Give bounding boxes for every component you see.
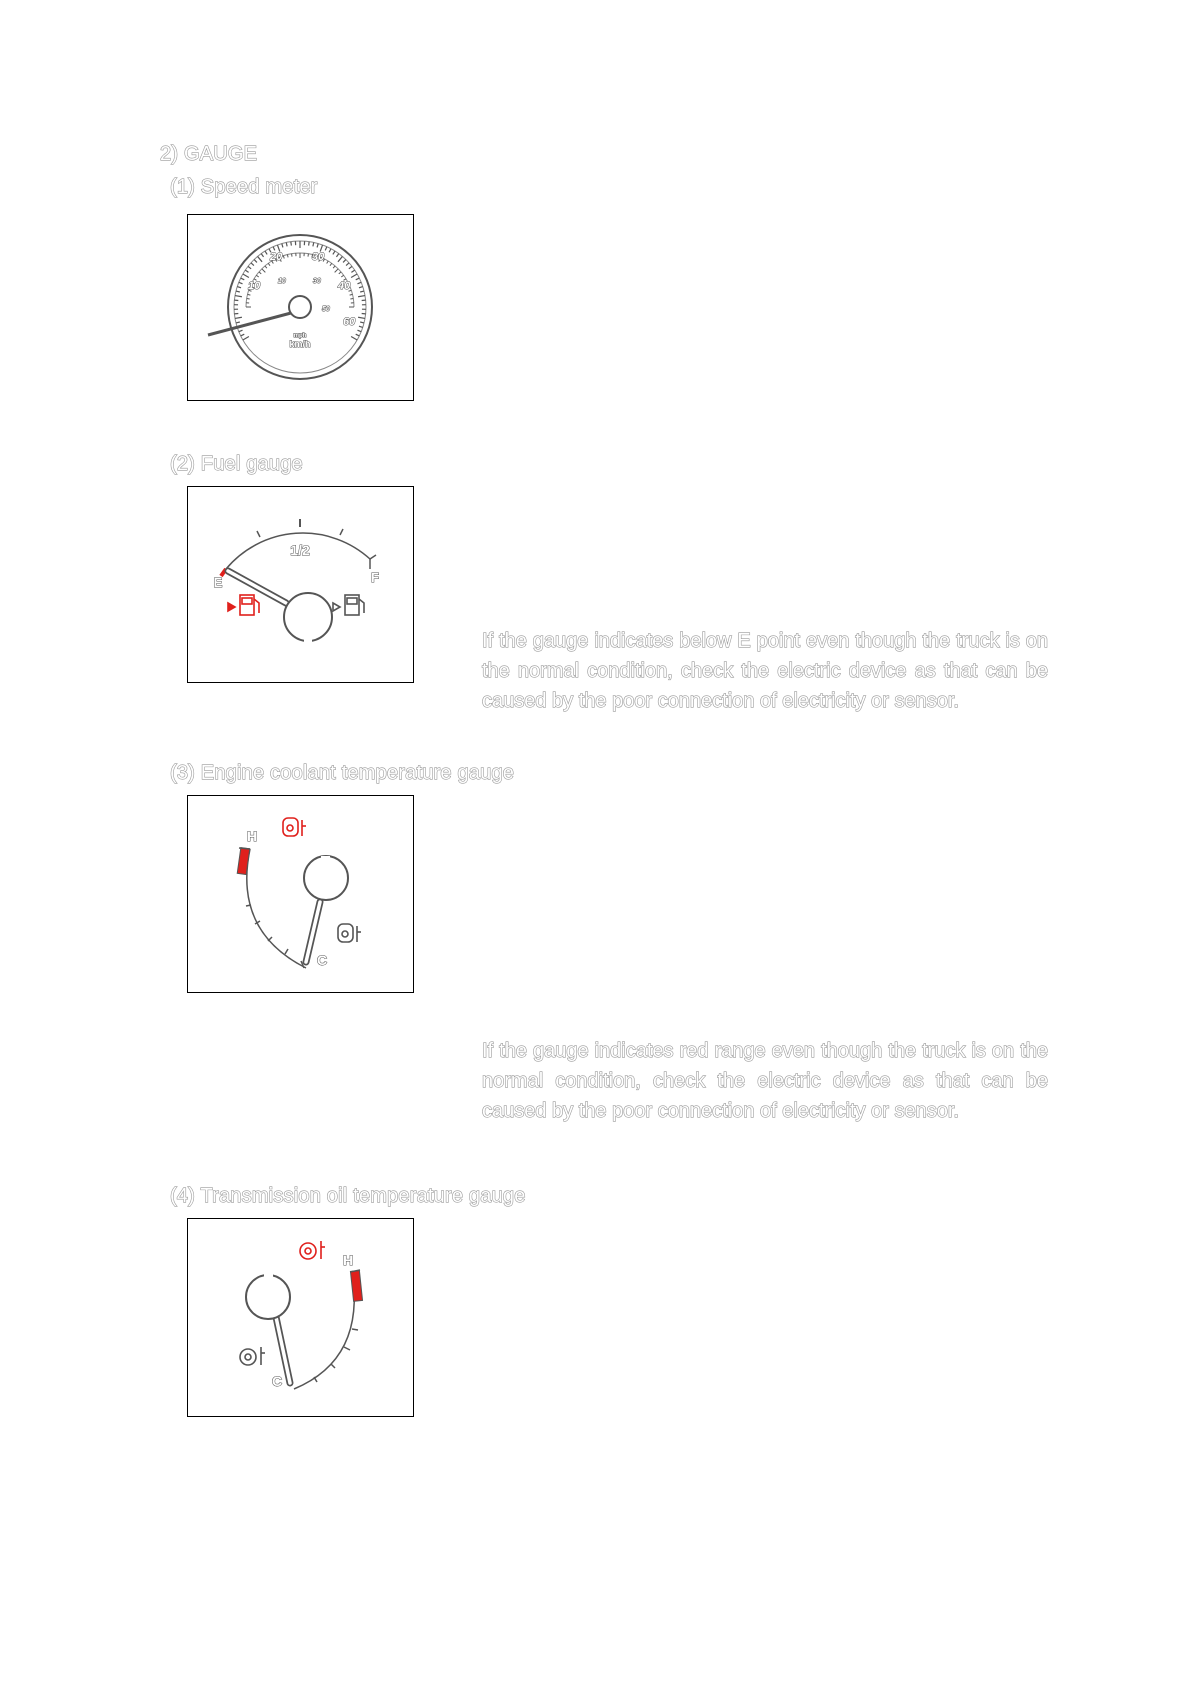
outer-tick <box>282 244 283 248</box>
outer-tick <box>309 242 310 246</box>
inner-tick <box>265 266 267 268</box>
outer-tick <box>360 322 364 323</box>
outer-tick <box>358 296 365 297</box>
outer-tick <box>356 278 360 280</box>
outer-tick <box>237 287 241 288</box>
outer-tick <box>329 249 331 253</box>
outer-tick <box>325 247 327 251</box>
unit-mph: mph <box>293 333 307 339</box>
inner-tick <box>333 266 335 268</box>
outer-label-20: 20 <box>270 251 283 263</box>
speedometer-figure <box>187 214 414 401</box>
outer-tick <box>235 296 242 297</box>
fuel-full-label: F <box>371 570 379 585</box>
speedometer-heading: (1) Speed meter <box>170 176 318 198</box>
fuel-gauge-note: If the gauge indicates below E point even though the truck is on the normal condition, check the electric device as that can be caused by the poor connection of electricity or sensor. <box>482 630 1048 712</box>
outer-tick <box>338 256 342 261</box>
outer-label-40: 40 <box>338 280 351 292</box>
outer-tick <box>273 247 275 251</box>
inner-tick <box>287 254 288 257</box>
outer-tick <box>351 274 357 278</box>
outer-tick <box>241 278 245 280</box>
inner-tick <box>259 272 261 274</box>
transmission-hot-label: H <box>342 1252 354 1268</box>
outer-tick <box>349 266 352 268</box>
outer-tick <box>265 251 267 254</box>
inner-tick <box>283 256 284 259</box>
coolant-gauge-heading: (3) Engine coolant temperature gauge <box>170 762 515 784</box>
outer-tick <box>351 337 357 341</box>
outer-tick <box>235 317 242 318</box>
speedometer-dial <box>188 215 413 400</box>
outer-tick <box>245 270 248 272</box>
outer-tick <box>254 260 257 263</box>
coolant-gauge-dial <box>188 796 413 992</box>
fuel-gauge-heading: (2) Fuel gauge <box>170 453 303 475</box>
coolant-gauge-figure <box>187 795 414 993</box>
outer-tick <box>286 242 287 246</box>
outer-tick <box>243 337 249 341</box>
outer-tick <box>261 254 263 257</box>
fuel-empty-label: E <box>213 575 223 590</box>
inner-tick <box>327 261 329 264</box>
outer-tick <box>357 282 361 283</box>
coolant-hot-label: H <box>246 828 258 844</box>
outer-tick <box>258 256 262 261</box>
outer-tick <box>236 291 240 292</box>
outer-tick <box>357 330 361 331</box>
transmission-gauge-heading: (4) Transmission oil temperature gauge <box>170 1185 526 1207</box>
inner-label-50: 50 <box>322 306 330 313</box>
outer-tick <box>291 242 292 246</box>
transmission-cold-label: C <box>271 1373 283 1389</box>
fuel-gauge-dial <box>188 487 413 682</box>
transmission-temperature-icon <box>240 1347 265 1365</box>
coolant-warning-icon <box>283 818 306 836</box>
outer-tick <box>346 263 349 266</box>
inner-tick <box>256 275 258 277</box>
outer-tick <box>236 322 240 323</box>
inner-tick <box>341 275 343 277</box>
coolant-temperature-icon <box>338 924 361 942</box>
inner-tick <box>262 269 266 273</box>
outer-tick <box>313 242 314 246</box>
inner-label-30: 30 <box>313 278 321 285</box>
outer-tick <box>248 266 251 268</box>
outer-tick <box>243 274 249 278</box>
outer-tick <box>336 254 338 257</box>
outer-tick <box>241 334 245 336</box>
outer-tick <box>333 251 335 254</box>
fuel-gauge-figure <box>187 486 414 683</box>
inner-tick <box>247 294 250 295</box>
inner-tick <box>268 263 270 265</box>
outer-tick <box>351 270 354 272</box>
inner-label-10: 10 <box>278 278 286 285</box>
inner-tick <box>330 263 332 265</box>
outer-tick <box>360 291 364 292</box>
section-title: 2) GAUGE <box>160 143 258 165</box>
outer-label-10: 10 <box>248 280 261 292</box>
unit-kmh: km/h <box>289 339 311 349</box>
outer-label-30: 30 <box>312 251 325 263</box>
fuel-half-label: 1/2 <box>290 542 310 558</box>
transmission-warning-icon <box>300 1241 325 1259</box>
outer-label-60: 60 <box>343 316 356 328</box>
outer-tick <box>358 317 365 318</box>
coolant-cold-label: C <box>316 952 328 968</box>
outer-tick <box>356 334 360 336</box>
coolant-gauge-note: If the gauge indicates red range even though the truck is on the normal condition, check the electric device as that can be caused by the poor connection of electricity or sensor. <box>482 1040 1048 1122</box>
outer-tick <box>239 330 243 331</box>
outer-tick <box>239 282 243 283</box>
outer-tick <box>343 260 346 263</box>
needle-hub <box>289 296 311 318</box>
inner-tick <box>350 294 353 295</box>
outer-tick <box>251 263 254 266</box>
outer-tick <box>317 244 318 248</box>
transmission-needle-hub <box>246 1275 290 1319</box>
inner-tick <box>335 269 339 273</box>
outer-tick <box>359 287 363 288</box>
fuel-pump-icon <box>333 595 364 615</box>
speed-needle <box>208 313 291 335</box>
inner-tick <box>339 272 341 274</box>
fuel-pump-warning-icon <box>228 595 259 615</box>
outer-tick <box>359 326 363 327</box>
transmission-gauge-figure <box>187 1218 414 1417</box>
fuel-needle-hub <box>284 593 332 641</box>
transmission-gauge-dial <box>188 1219 413 1416</box>
